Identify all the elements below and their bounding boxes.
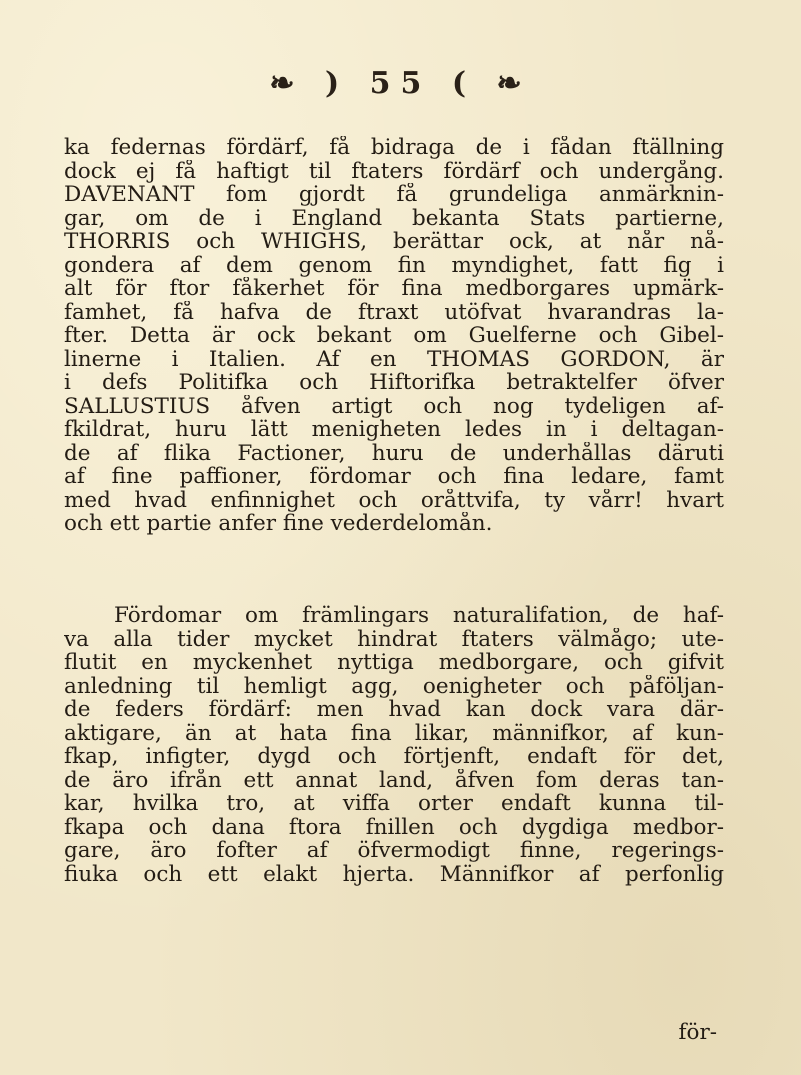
text-line: med hvad enfinnighet och oråttvifa, ty vårr! hvart [64, 488, 724, 512]
text-line: Fördomar om främlingars naturalifation, de haf- [114, 604, 724, 628]
text-line: linerne i Italien. Af en THOMAS GORDON, är [64, 347, 724, 371]
text-line: THORRIS och WHIGHS, berättar ock, at når nå- [64, 230, 724, 254]
text-line: de af flika Factioner, huru de underhållas däruti [64, 441, 724, 465]
text-line: fter. Detta är ock bekant om Guelferne och Gibel- [64, 324, 724, 348]
paragraph-1 [64, 136, 724, 536]
text-line: de feders fördärf: men hvad kan dock vara där- [64, 698, 724, 722]
text-line: famhet, få hafva de ftraxt utöfvat hvarandras la- [64, 300, 724, 324]
text-line: af fine paffioner, fördomar och fina ledare, famt [64, 465, 724, 489]
text-line: de äro ifrån ett annat land, åfven fom deras tan- [64, 768, 724, 792]
text-line: dock ej få haftigt til ftaters fördärf och undergång. [64, 159, 724, 183]
text-line: gar, om de i England bekanta Stats partierne, [64, 206, 724, 230]
text-line: gondera af dem genom fin myndighet, fatt fig i [64, 253, 724, 277]
text-line: gare, äro fofter af öfvermodigt finne, regerings- [64, 839, 724, 863]
text-line: fkildrat, huru lätt menigheten ledes in i deltagan- [64, 418, 724, 442]
catchword: för- [678, 1020, 717, 1045]
text-line: DAVENANT fom gjordt få grundeliga anmärknin- [64, 183, 724, 207]
text-line: fkapa och dana ftora fnillen och dygdiga medbor- [64, 815, 724, 839]
text-line: i defs Politifka och Hiftorifka betraktelfer öfver [64, 371, 724, 395]
page-number-with-ornaments: ❧ ) 55 ( ❧ [269, 66, 532, 101]
text-line: fkap, infigter, dygd och förtjenft, endaft för det, [64, 745, 724, 769]
text-line: kar, hvilka tro, at viffa orter endaft kunna til- [64, 792, 724, 816]
text-line: SALLUSTIUS åfven artigt och nog tydeligen af- [64, 394, 724, 418]
text-line: ka federnas fördärf, få bidraga de i fådan ftällning [64, 136, 724, 160]
page-header [0, 66, 801, 101]
text-line: va alla tider mycket hindrat ftaters välmågo; ute- [64, 627, 724, 651]
paragraph-2 [64, 604, 724, 886]
text-line: anledning til hemligt agg, oenigheter och påföljan- [64, 674, 724, 698]
text-line: aktigare, än at hata fina likar, männifkor, af kun- [64, 721, 724, 745]
text-line: alt för ftor fåkerhet för fina medborgares upmärk- [64, 277, 724, 301]
text-line: fiuka och ett elakt hjerta. Männifkor af perfonlig [64, 862, 724, 886]
text-line: och ett partie anfer fine vederdelomån. [64, 512, 493, 536]
text-line: flutit en myckenhet nyttiga medborgare, och gifvit [64, 651, 724, 675]
